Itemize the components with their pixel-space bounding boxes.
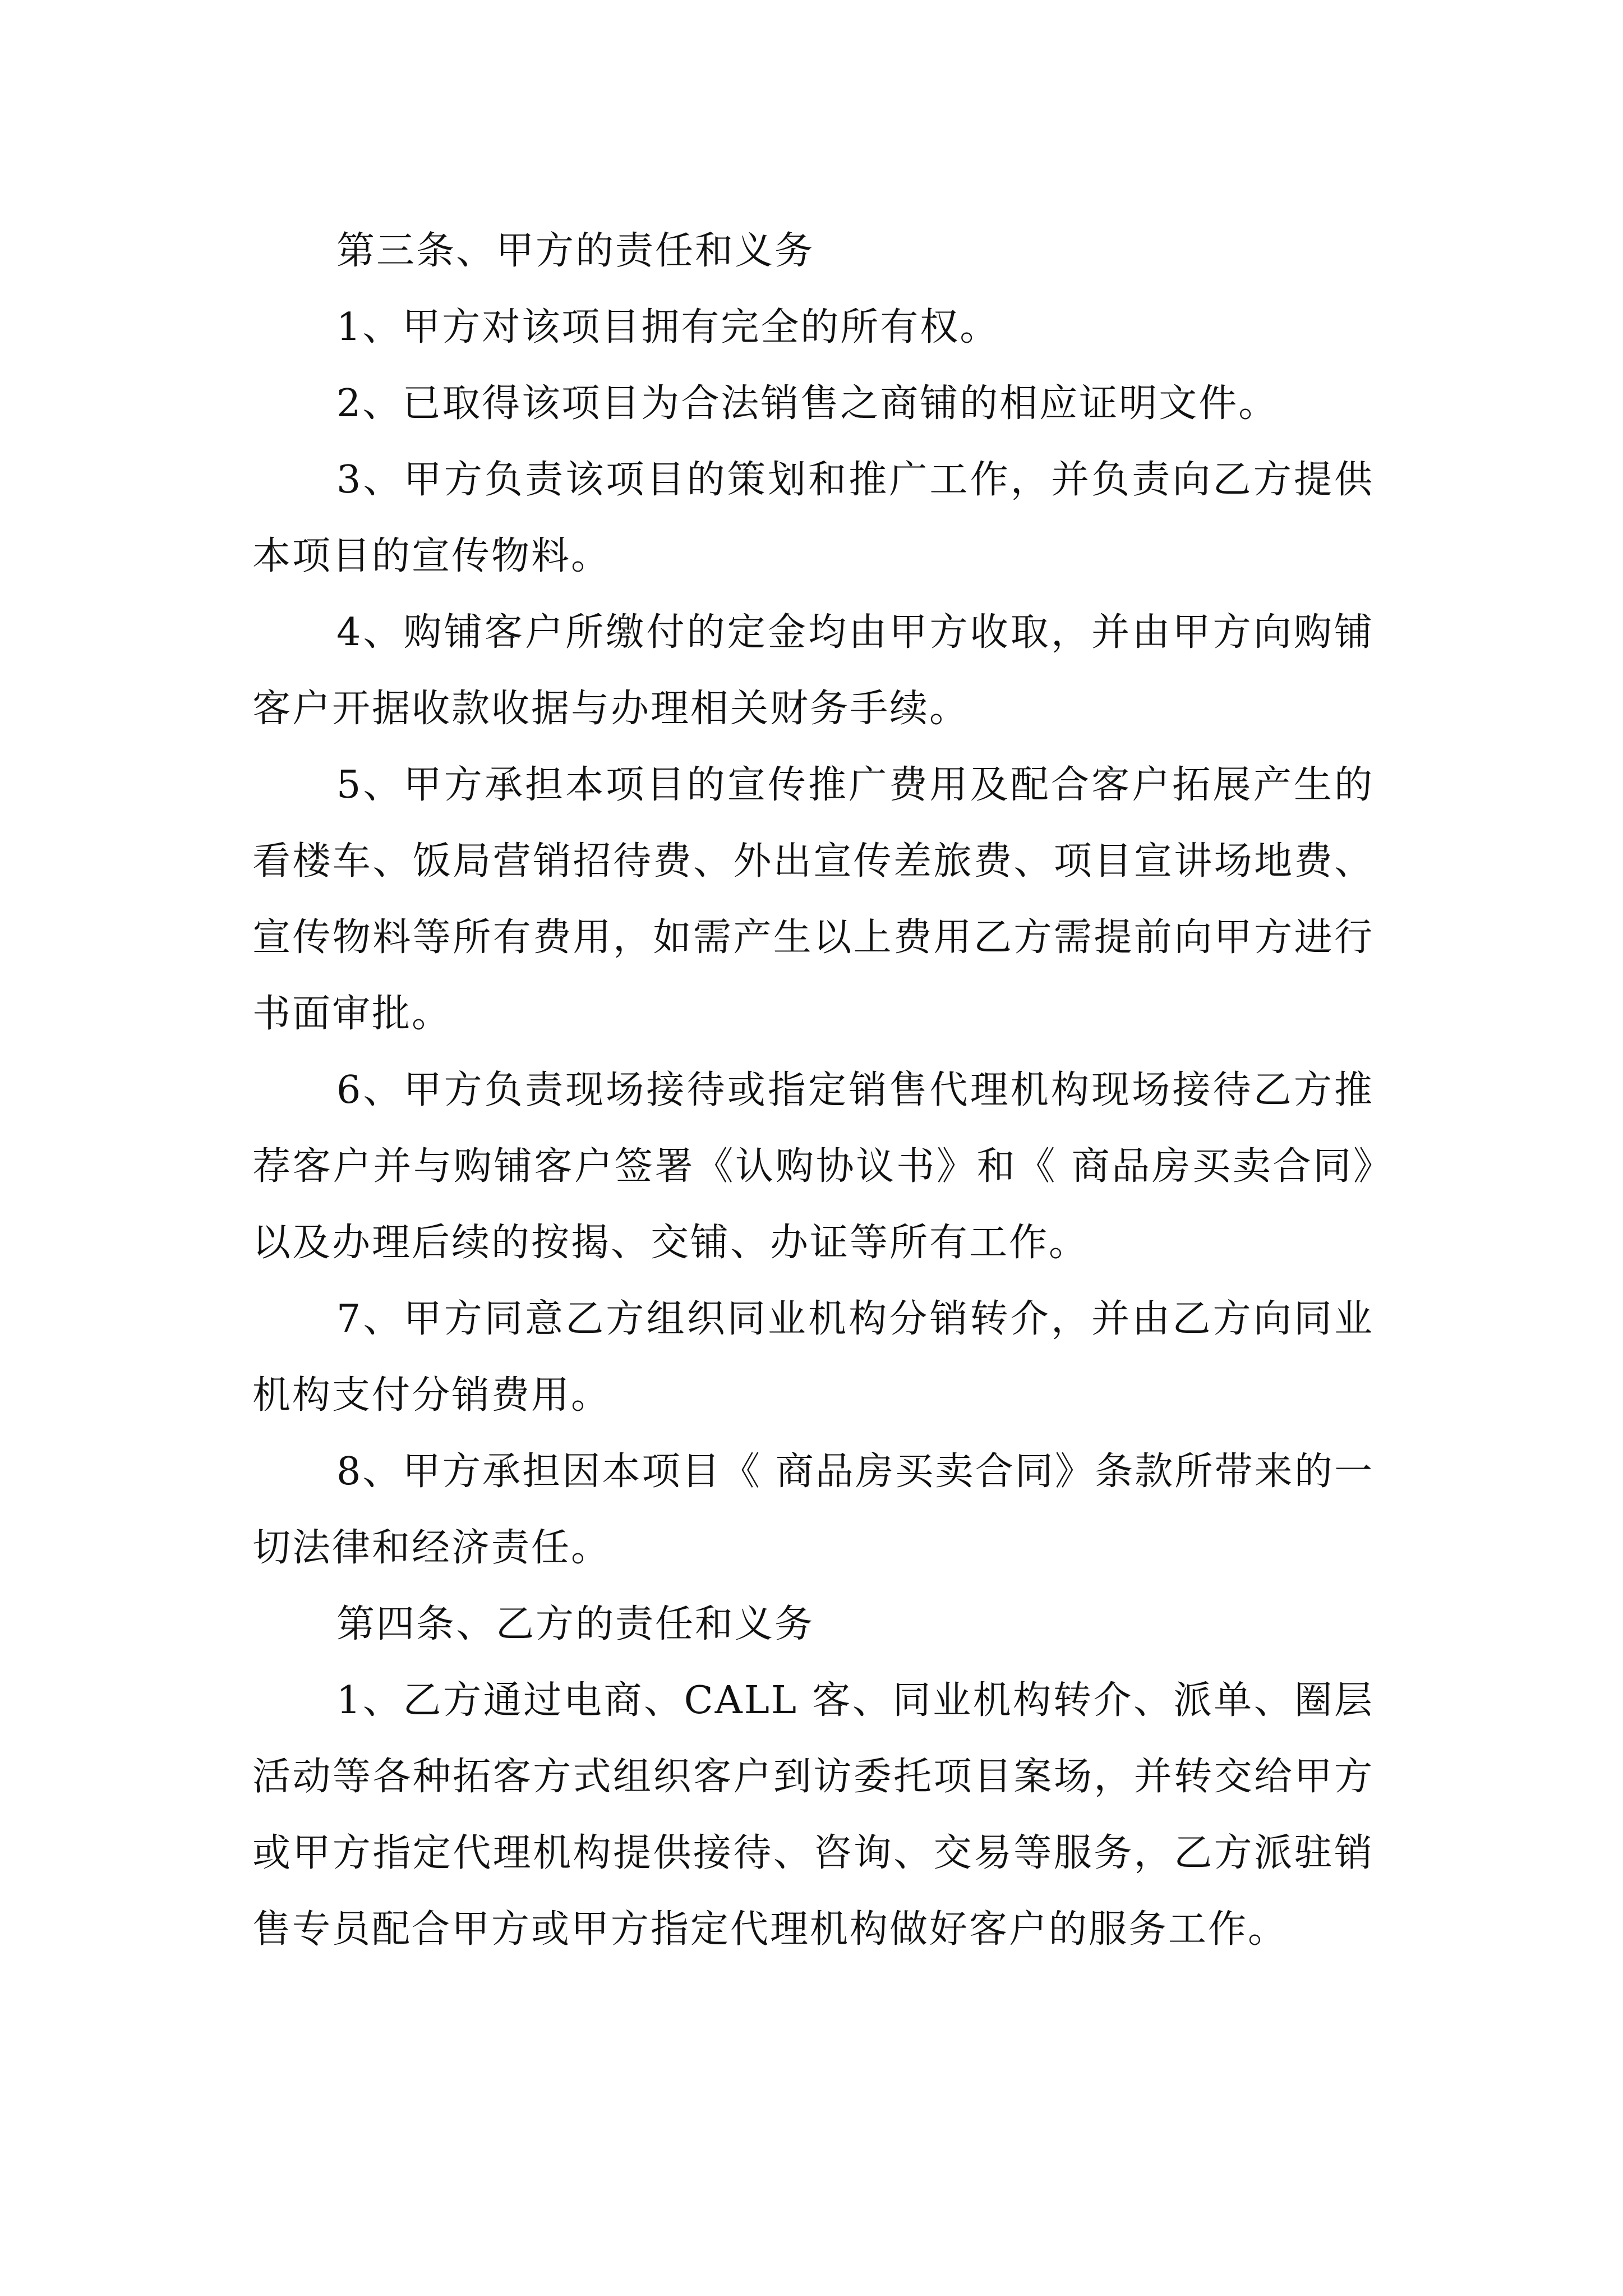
clause-paragraph: 3、甲方负责该项目的策划和推广工作，并负责向乙方提供本项目的宣传物料。: [252, 458, 1374, 578]
document-page: [252, 213, 1374, 1968]
clause-paragraph: 2、已取得该项目为合法销售之商铺的相应证明文件。: [336, 381, 1279, 426]
section-heading-party-b-duties: 第四条、乙方的责任和义务: [336, 1602, 815, 1646]
clause-paragraph: 6、甲方负责现场接待或指定销售代理机构现场接待乙方推荐客户并与购铺客户签署《认购协议书》和《 商品房买卖合同》以及办理后续的按揭、交铺、办证等所有工作。: [252, 1068, 1374, 1265]
clause-paragraph: 1、乙方通过电商、CALL 客、同业机构转介、派单、圈层活动等各种拓客方式组织客户到访委托项目案场，并转交给甲方或甲方指定代理机构提供接待、咨询、交易等服务，乙方派驻销售专员配合甲方或甲方指定代理机构做好客户的服务工作。: [252, 1678, 1374, 1952]
section-heading-party-a-duties: 第三条、甲方的责任和义务: [336, 229, 815, 273]
clause-paragraph: 7、甲方同意乙方组织同业机构分销转介，并由乙方向同业机构支付分销费用。: [252, 1297, 1374, 1418]
clause-paragraph: 4、购铺客户所缴付的定金均由甲方收取，并由甲方向购铺客户开据收款收据与办理相关财务手续。: [252, 610, 1374, 731]
clause-paragraph: 5、甲方承担本项目的宣传推广费用及配合客户拓展产生的看楼车、饭局营销招待费、外出宣传差旅费、项目宣讲场地费、宣传物料等所有费用，如需产生以上费用乙方需提前向甲方进行书面审批。: [252, 763, 1374, 1036]
clause-paragraph: 1、甲方对该项目拥有完全的所有权。: [336, 305, 1000, 349]
clause-paragraph: 8、甲方承担因本项目《 商品房买卖合同》条款所带来的一切法律和经济责任。: [252, 1450, 1374, 1570]
